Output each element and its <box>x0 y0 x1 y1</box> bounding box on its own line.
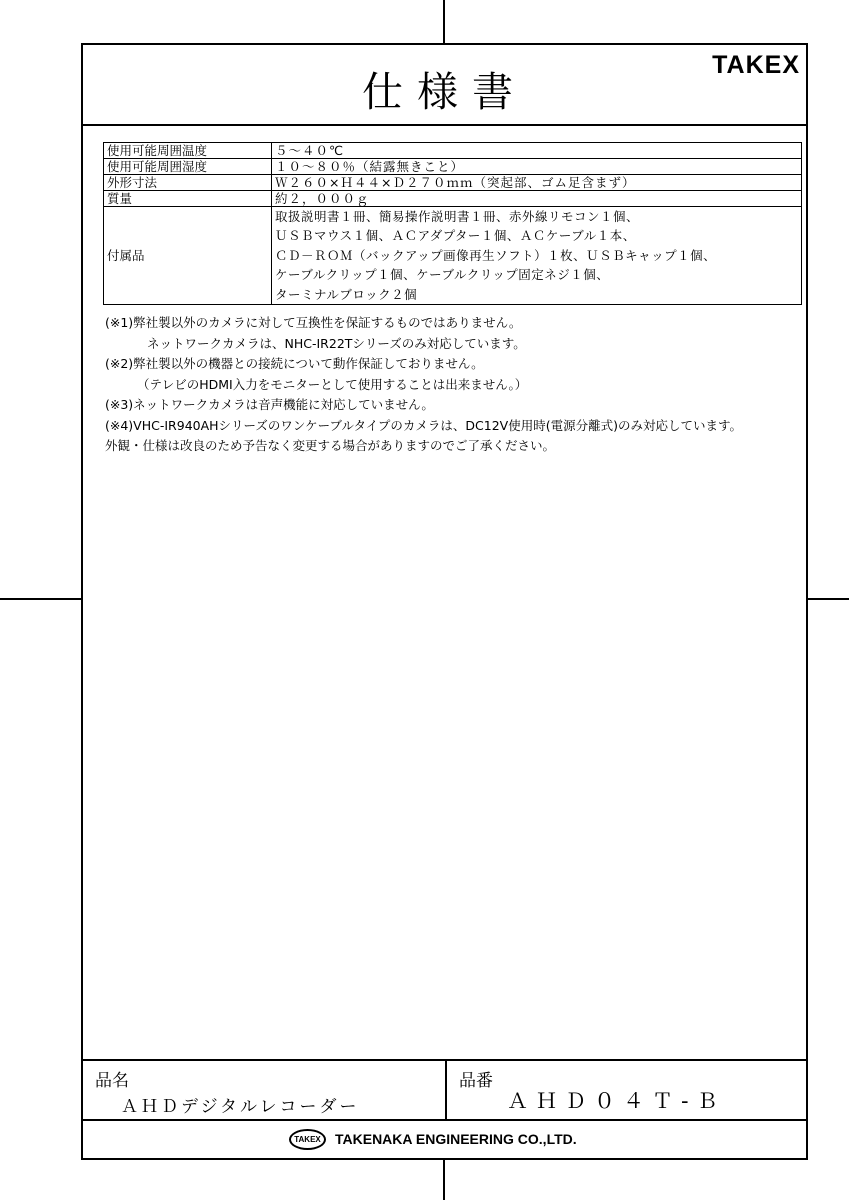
accessory-line: ターミナルブロック２個 <box>275 286 418 302</box>
spec-table <box>103 142 802 305</box>
spec-value: Ｗ２６０×Ｈ４４×Ｄ２７０ｍｍ（突起部、ゴム足含まず） <box>272 175 802 191</box>
spec-value: 約２，０００ｇ <box>272 191 802 207</box>
crop-mark-right <box>808 598 849 600</box>
brand-logo: TAKEX <box>712 51 800 79</box>
crop-mark-top <box>443 0 445 43</box>
spec-row-temperature <box>104 143 802 159</box>
notes-section <box>105 313 805 457</box>
product-name: ＡＨＤデジタルレコーダー <box>121 1097 360 1117</box>
product-name-cell <box>83 1061 447 1119</box>
spec-label: 質量 <box>104 191 272 207</box>
spec-row-humidity <box>104 159 802 175</box>
spec-label: 使用可能周囲温度 <box>104 143 272 159</box>
page-title: 仕様書 <box>362 68 527 116</box>
crop-mark-left <box>0 598 81 600</box>
company-footer <box>83 1121 806 1160</box>
company-name: TAKENAKA ENGINEERING CO.,LTD. <box>335 1131 577 1147</box>
spec-label: 付属品 <box>104 207 272 305</box>
note-line: (※1)弊社製以外のカメラに対して互換性を保証するものではありません。 <box>105 315 522 330</box>
spec-row-accessories <box>104 207 802 305</box>
spec-value: １０～８０％（結露無きこと） <box>272 159 802 175</box>
spec-value: ５～４０℃ <box>272 143 802 159</box>
note-line: (※2)弊社製以外の機器との接続について動作保証しておりません。 <box>105 356 484 371</box>
accessory-line: ＵＳＢマウス１個、ＡＣアダプター１個、ＡＣケーブル１本、 <box>275 228 636 244</box>
company-logo: TAKEX <box>289 1129 326 1150</box>
accessory-line: 取扱説明書１冊、簡易操作説明書１冊、赤外線リモコン１個、 <box>275 209 640 224</box>
spec-row-weight <box>104 191 802 207</box>
note-line: 外観・仕様は改良のため予告なく変更する場合がありますのでご了承ください。 <box>105 438 556 453</box>
crop-mark-bottom <box>443 1160 445 1200</box>
spec-row-dimensions <box>104 175 802 191</box>
note-line: ネットワークカメラは、NHC-IR22Tシリーズのみ対応しています。 <box>147 335 526 351</box>
spec-value-accessories <box>272 207 802 305</box>
document-header <box>83 45 806 126</box>
note-line: （テレビのHDMI入力をモニターとして使用することは出来ません。） <box>137 376 528 392</box>
spec-label: 外形寸法 <box>104 175 272 191</box>
spec-label: 使用可能周囲湿度 <box>104 159 272 175</box>
product-info-row <box>83 1059 806 1121</box>
accessory-line: ＣＤ－ＲＯＭ（バックアップ画像再生ソフト）１枚、ＵＳＢキャップ１個、 <box>275 247 717 263</box>
product-number-label: 品番 <box>459 1071 493 1091</box>
note-line: (※3)ネットワークカメラは音声機能に対応していません。 <box>105 397 434 412</box>
product-name-label: 品名 <box>95 1071 129 1091</box>
product-number: ＡＨＤ０４Ｔ-Ｂ <box>507 1089 726 1113</box>
accessory-line: ケーブルクリップ１個、ケーブルクリップ固定ネジ１個、 <box>275 267 610 283</box>
document-frame <box>81 43 808 1160</box>
product-number-cell <box>447 1061 806 1119</box>
note-line: (※4)VHC-IR940AHシリーズのワンケーブルタイプのカメラは、DC12V使用時(電源分離式)のみ対応しています。 <box>105 417 742 433</box>
